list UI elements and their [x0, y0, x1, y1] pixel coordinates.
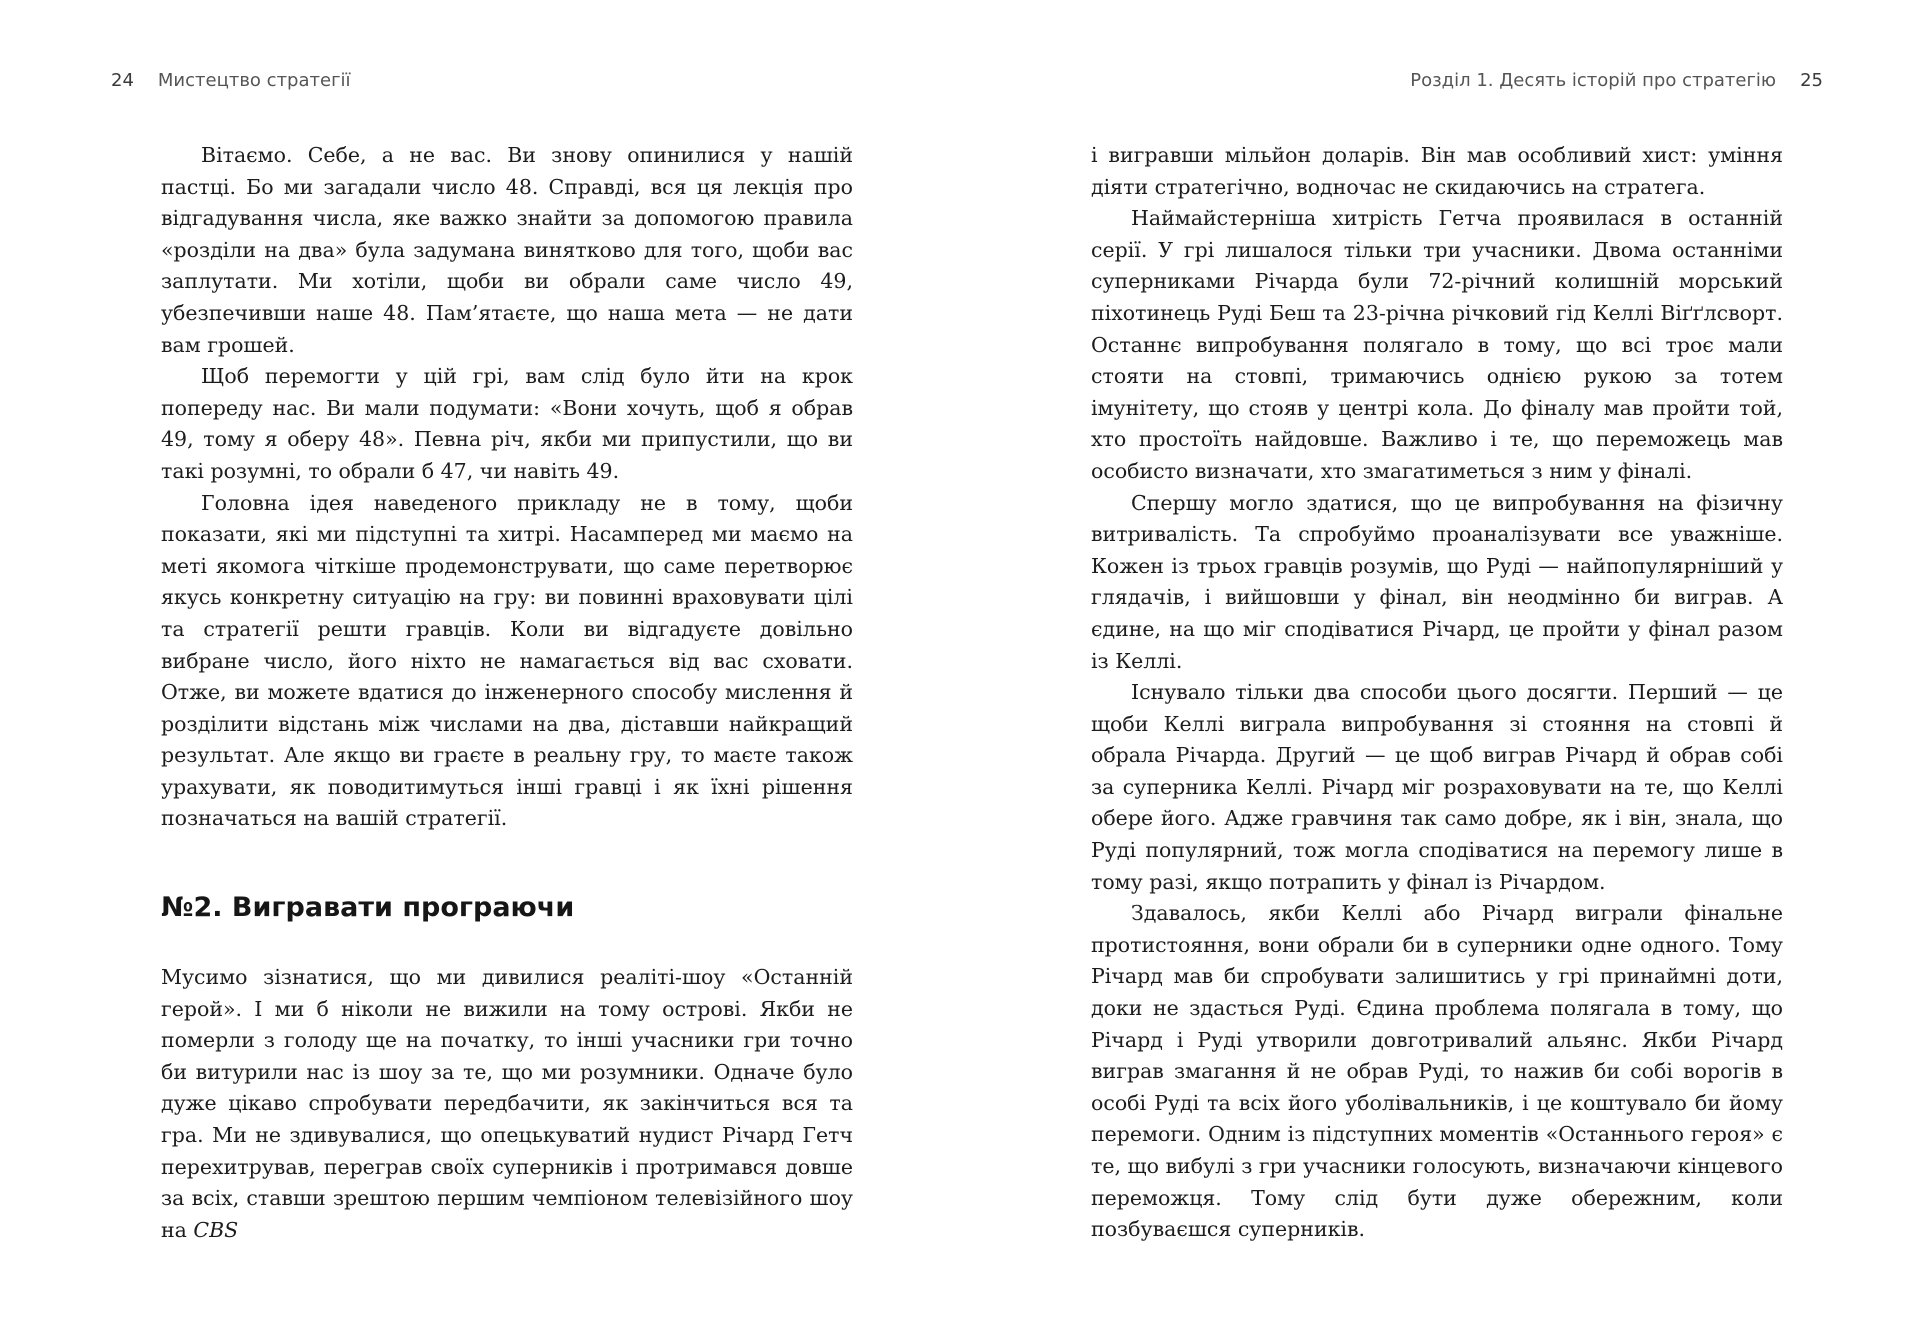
right-body-text	[1091, 140, 1783, 1246]
right-running-head	[1410, 70, 1823, 91]
right-running-head-title: Розділ 1. Десять історій про стратегію	[1410, 70, 1777, 91]
paragraph: Існувало тільки два способи цього досягти. Перший — це щоби Келлі виграла випробування зі стояння на стовпі й обрала Річарда. Другий — це щоб виграв Річард й обрав собі за суперника Келлі. Річард міг розраховувати на те, що Келлі обере його. Адже гравчиня так само добре, як і він, знала, що Руді популярний, тож могла сподіватися на перемогу лише в тому разі, якщо потрапить у фінал із Річардом.	[1091, 680, 1783, 894]
paragraph: Наймайстерніша хитрість Гетча проявилася в останній серії. У грі лишалося тільки три учасники. Двома останніми суперниками Річарда були 72-річний колишній морський піхотинець Руді Беш та 23-річна річковий гід Келлі Віґґлсворт. Останнє випробування полягало в тому, що всі троє мали стояти на стовпі, тримаючись однією рукою за тотем імунітету, що стояв у центрі кола. До фіналу мав пройти той, хто простоїть найдовше. Важливо і те, що переможець мав особисто визначати, хто змагатиметься з ним у фіналі.	[1091, 206, 1783, 483]
italic-text: CBS	[193, 1217, 239, 1242]
left-running-head	[111, 70, 351, 91]
paragraph-text: Мусимо зізнатися, що ми дивилися реаліті-шоу «Останній герой». І ми б ніколи не вижили на тому острові. Якби не померли з голоду ще на початку, то інші учасники гри точно би витурили нас із шоу за те, що ми розумники. Одначе було дуже цікаво спробувати передбачити, як закінчиться вся та гра. Ми не здивувалися, що опецькуватий нудист Річард Гетч перехитрував, переграв своїх суперників і протримався довше за всіх, ставши зрештою першим чемпіоном телевізійного шоу на	[161, 965, 853, 1242]
paragraph	[161, 962, 853, 1246]
paragraph: Щоб перемогти у цій грі, вам слід було йти на крок попереду нас. Ви мали подумати: «Вони хочуть, щоб я обрав 49, тому я оберу 48». Певна річ, якби ми припустили, що ви такі розумні, то обрали б 47, чи навіть 49.	[161, 364, 853, 483]
left-section-body	[161, 962, 853, 1246]
paragraph: Вітаємо. Себе, а не вас. Ви знову опинилися у нашій пастці. Бо ми загадали число 48. Справді, вся ця лекція про відгадування числа, яке важко знайти за допомогою правила «розділи на два» була задумана винятково для того, щоби вас заплутати. Ми хотіли, щоби ви обрали саме число 49, убезпечивши наше 48. Пам’ятаєте, що наша мета — не дати вам грошей.	[161, 143, 853, 357]
left-running-head-title: Мистецтво стратегії	[157, 70, 351, 91]
paragraph: Головна ідея наведеного прикладу не в тому, щоби показати, які ми підступні та хитрі. Насамперед ми маємо на меті якомога чіткіше продемонструвати, що саме перетворює якусь конкретну ситуацію на гру: ви повинні враховувати цілі та стратегії решти гравців. Коли ви відгадуєте довільно вибране число, його ніхто не намагається від вас сховати. Отже, ви можете вдатися до інженерного способу мислення й розділити відстань між числами на два, діставши найкращий результат. Але якщо ви граєте в реальну гру, то маєте також урахувати, як поводитимуться інші гравці і як їхні рішення позначаться на вашій стратегії.	[161, 490, 853, 831]
section-heading: №2. Вигравати програючи	[161, 892, 575, 923]
left-page-number: 24	[111, 70, 134, 91]
paragraph: Здавалось, якби Келлі або Річард виграли фінальне протистояння, вони обрали би в суперники одне одного. Тому Річард мав би спробувати залишитись у грі принаймні доти, доки не здасться Руді. Єдина проблема полягала в тому, що Річард і Руді утворили довготривалий альянс. Якби Річард виграв змагання й не обрав Руді, то нажив би собі ворогів в особі Руді та всіх його уболівальників, і це коштувало би йому перемоги. Одним із підступних моментів «Останнього героя» є те, що вибулі з гри учасники голосують, визначаючи кінцевого переможця. Тому слід бути дуже обережним, коли позбуваєшся суперників.	[1091, 901, 1783, 1242]
paragraph: Спершу могло здатися, що це випробування на фізичну витривалість. Та спробуймо проаналізувати все уважніше. Кожен із трьох гравців розумів, що Руді — найпопулярніший у глядачів, і вийшовши у фінал, він неодмінно би виграв. А єдине, на що міг сподіватися Річард, це пройти у фінал разом із Келлі.	[1091, 490, 1783, 673]
right-page-number: 25	[1800, 70, 1823, 91]
paragraph: і вигравши мільйон доларів. Він мав особливий хист: уміння діяти стратегічно, водночас не скидаючись на стратега.	[1091, 143, 1783, 199]
right-page	[960, 0, 1920, 1325]
left-body-text	[161, 140, 853, 835]
